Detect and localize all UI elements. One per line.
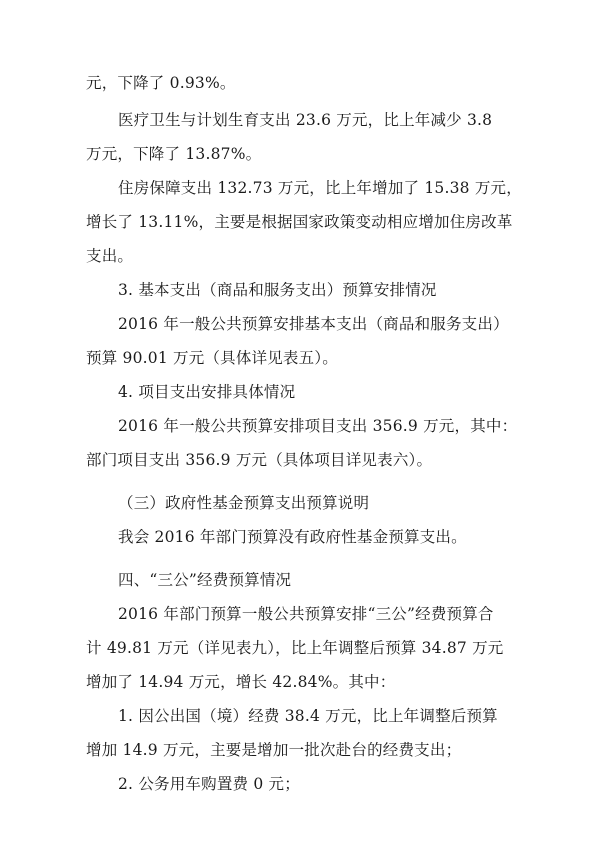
text-line: 2016 年一般公共预算安排项目支出 356.9 万元，其中： [118, 417, 518, 435]
text-line: 医疗卫生与计划生育支出 23.6 万元，比上年减少 3.8 [118, 111, 493, 129]
text-line: 预算 90.01 万元（具体详见表五）。 [86, 349, 338, 367]
text-line: 元，下降了 0.93%。 [86, 74, 236, 92]
text-line: 住房保障支出 132.73 万元，比上年增加了 15.38 万元， [118, 179, 522, 197]
text-line: 部门项目支出 356.9 万元（具体项目详见表六）。 [86, 451, 433, 469]
section-heading: 4. 项目支出安排具体情况 [118, 383, 296, 401]
text-line: 1. 因公出国（境）经费 38.4 万元，比上年调整后预算 [118, 707, 498, 725]
text-line: 增加 14.9 万元，主要是增加一批次赴台的经费支出； [86, 741, 462, 759]
text-line: 2016 年一般公共预算安排基本支出（商品和服务支出） [118, 315, 509, 333]
text-line: 增加了 14.94 万元，增长 42.84%。其中： [86, 673, 396, 691]
text-line: 2016 年部门预算一般公共预算安排“三公”经费预算合 [118, 605, 494, 623]
text-line: 万元，下降了 13.87%。 [86, 145, 262, 163]
section-heading: 3. 基本支出（商品和服务支出）预算安排情况 [118, 281, 437, 299]
section-heading: （三）政府性基金预算支出预算说明 [118, 494, 370, 512]
section-heading: 四、“三公”经费预算情况 [118, 571, 292, 589]
text-line: 支出。 [86, 247, 134, 265]
text-line: 计 49.81 万元（详见表九），比上年调整后预算 34.87 万元 [86, 639, 504, 657]
text-line: 2. 公务用车购置费 0 元； [118, 775, 300, 793]
text-line: 增长了 13.11%，主要是根据国家政策变动相应增加住房改革 [86, 213, 513, 231]
text-line: 我会 2016 年部门预算没有政府性基金预算支出。 [118, 528, 467, 546]
